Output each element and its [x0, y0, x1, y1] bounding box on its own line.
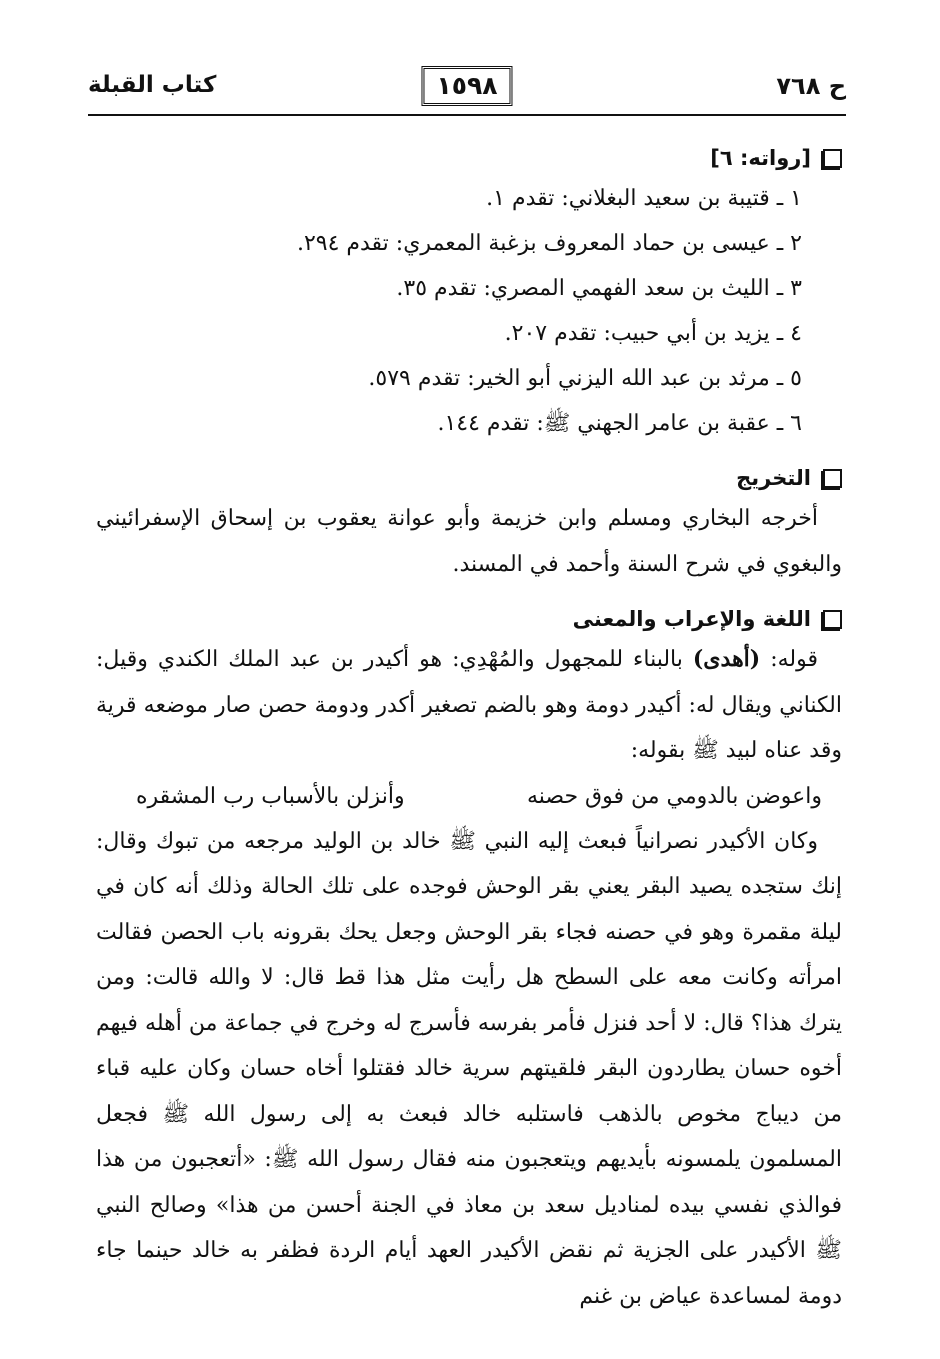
para1-prefix: قوله: — [760, 647, 818, 672]
narrators-section — [96, 140, 842, 446]
takhrij-heading — [96, 460, 842, 496]
list-item: ١ ـ قتيبة بن سعيد البغلاني: تقدم ١. — [486, 186, 802, 211]
checkbox-icon — [823, 469, 842, 488]
list-item: ٤ ـ يزيد بن أبي حبيب: تقدم ٢٠٧. — [504, 321, 802, 346]
takhrij-section — [96, 460, 842, 587]
narrators-list — [96, 176, 842, 446]
list-item: ٣ ـ الليث بن سعد الفهمي المصري: تقدم ٣٥. — [396, 276, 802, 301]
verse-hemistich-2: وأنزلن بالأسباب رب المشقره — [136, 783, 405, 809]
header-divider — [88, 114, 846, 116]
language-heading — [96, 601, 842, 637]
quoted-word: (أهدى) — [692, 646, 761, 672]
takhrij-title: التخريج — [736, 466, 811, 490]
verse-hemistich-1: واعوضن بالدومي من فوق حصنه — [526, 783, 822, 809]
language-title: اللغة والإعراب والمعنى — [572, 607, 811, 631]
page-content — [96, 140, 842, 1319]
page-number: ١٥٩٨ — [421, 66, 512, 106]
narrators-title: [رواته: ٦] — [710, 146, 811, 170]
list-item: ٦ ـ عقبة بن عامر الجهني ﷺ: تقدم ١٤٤. — [437, 411, 802, 436]
language-section — [96, 601, 842, 1319]
poetry-verse — [96, 774, 842, 819]
takhrij-text: أخرجه البخاري ومسلم وابن خزيمة وأبو عوانة يعقوب بن إسحاق الإسفرائيني والبغوي في شرح السنة وأحمد في المسند. — [96, 506, 842, 577]
checkbox-icon — [823, 149, 842, 168]
narrators-heading — [96, 140, 842, 176]
book-title: كتاب القبلة — [88, 72, 217, 98]
hadith-number: ح ٧٦٨ — [776, 72, 846, 100]
list-item: ٢ ـ عيسى بن حماد المعروف بزغبة المعمري: تقدم ٢٩٤. — [296, 231, 802, 256]
para1-rest: بالبناء للمجهول والمُهْدِي: هو أكيدر بن عبد الملك الكندي وقيل: الكناني ويقال له: أكيدر دومة وهو بالضم تصغير أكدر ودومة حصن صار موضعه قرية وقد عناه لبيد ﷺ بقوله: — [96, 647, 842, 763]
list-item: ٥ ـ مرثد بن عبد الله اليزني أبو الخير: تقدم ٥٧٩. — [368, 366, 802, 391]
language-paragraph-1 — [96, 637, 842, 774]
page-header — [88, 66, 846, 112]
language-paragraph-2: وكان الأكيدر نصرانياً فبعث إليه النبي ﷺ خالد بن الوليد مرجعه من تبوك وقال: إنك ستجده يصيد البقر يعني بقر الوحش فوجده على تلك الحالة وذلك أنه كان في ليلة مقمرة وهو في حصنه فجاء بقر الوحش وجعل يحك بقرونه باب الحصن فقالت امرأته وكانت معه على السطح هل رأيت مثل هذا قط قال: لا والله قالت: ومن يترك هذا؟ قال: لا أحد فنزل فأمر بفرسه فأسرج له وخرج في جماعة من أهله فيهم أخوه حسان يطاردون البقر فلقيتهم سرية خالد فقتلوا أخاه حسان وكان عليه قباء من ديباج مخوص بالذهب فاستلبه خالد فبعث به إلى رسول الله ﷺ فجعل المسلمون يلمسونه بأيديهم ويتعجبون منه فقال رسول الله ﷺ: «أتعجبون من هذا فوالذي نفسي بيده لمناديل سعد بن معاذ في الجنة أحسن من هذا» وصالح النبي ﷺ الأكيدر على الجزية ثم نقض الأكيدر العهد أيام الردة فظفر به خالد حينما جاء دومة لمساعدة عياض بن غنم — [96, 828, 842, 1309]
checkbox-icon — [823, 610, 842, 629]
